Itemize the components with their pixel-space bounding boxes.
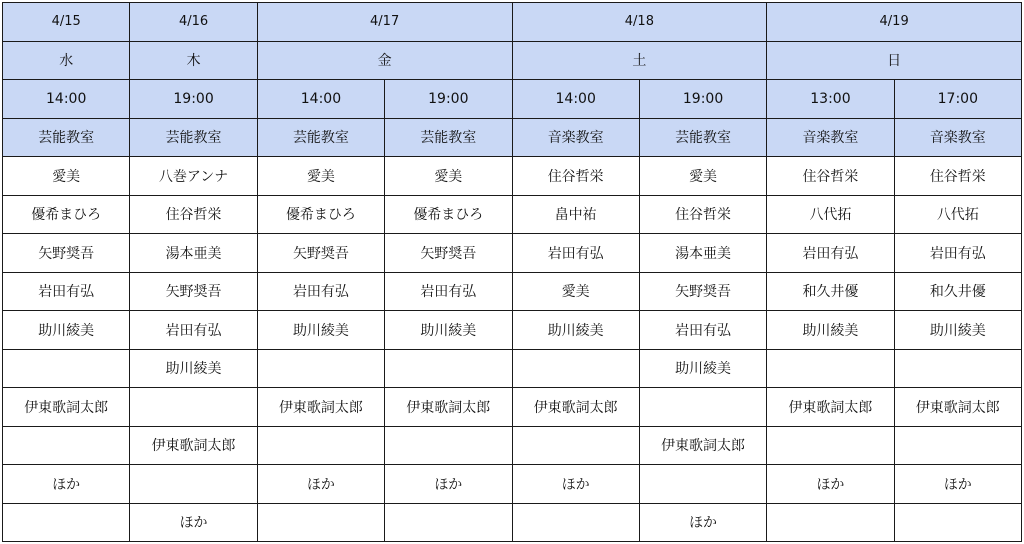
cast-cell: ほか — [130, 503, 257, 542]
cast-cell: 助川綾美 — [767, 311, 894, 350]
cast-cell — [3, 349, 130, 388]
cast-cell: 矢野奨吾 — [3, 234, 130, 273]
room-cell: 芸能教室 — [3, 118, 130, 157]
cast-cell — [130, 465, 257, 504]
time-cell: 14:00 — [257, 80, 384, 119]
cast-cell — [3, 426, 130, 465]
cast-cell: 助川綾美 — [3, 311, 130, 350]
cast-cell: 矢野奨吾 — [130, 272, 257, 311]
cast-cell: ほか — [257, 465, 384, 504]
cast-cell: 八代拓 — [894, 195, 1021, 234]
time-cell: 17:00 — [894, 80, 1021, 119]
room-cell: 芸能教室 — [385, 118, 512, 157]
cast-cell: 住谷哲栄 — [130, 195, 257, 234]
cast-cell: 愛美 — [3, 157, 130, 196]
cast-cell: ほか — [767, 465, 894, 504]
date-cell-0419: 4/19 — [767, 3, 1022, 42]
date-row — [3, 3, 1022, 42]
schedule-table — [2, 2, 1022, 542]
cast-row — [3, 195, 1022, 234]
cast-cell: 矢野奨吾 — [385, 234, 512, 273]
room-cell: 音楽教室 — [512, 118, 639, 157]
cast-cell: 愛美 — [385, 157, 512, 196]
cast-cell: 助川綾美 — [385, 311, 512, 350]
cast-cell: 愛美 — [257, 157, 384, 196]
cast-cell: 矢野奨吾 — [257, 234, 384, 273]
cast-cell: ほか — [3, 465, 130, 504]
cast-cell: 和久井優 — [894, 272, 1021, 311]
cast-cell: ほか — [385, 465, 512, 504]
cast-cell — [257, 426, 384, 465]
cast-cell: 優希まひろ — [3, 195, 130, 234]
cast-cell: 岩田有弘 — [639, 311, 766, 350]
cast-cell — [767, 503, 894, 542]
cast-cell — [512, 503, 639, 542]
time-cell: 19:00 — [639, 80, 766, 119]
cast-row — [3, 311, 1022, 350]
cast-cell: 岩田有弘 — [767, 234, 894, 273]
cast-cell: 愛美 — [639, 157, 766, 196]
cast-cell: 湯本亜美 — [639, 234, 766, 273]
cast-row — [3, 426, 1022, 465]
cast-cell — [894, 503, 1021, 542]
cast-cell: 伊東歌詞太郎 — [3, 388, 130, 427]
cast-cell: 和久井優 — [767, 272, 894, 311]
time-cell: 19:00 — [385, 80, 512, 119]
date-cell-0418: 4/18 — [512, 3, 767, 42]
cast-cell — [894, 349, 1021, 388]
room-row — [3, 118, 1022, 157]
cast-cell: ほか — [512, 465, 639, 504]
cast-cell: 住谷哲栄 — [767, 157, 894, 196]
cast-cell — [257, 349, 384, 388]
weekday-cell-wed: 水 — [3, 41, 130, 80]
cast-cell — [257, 503, 384, 542]
cast-cell: 岩田有弘 — [385, 272, 512, 311]
cast-cell: 助川綾美 — [257, 311, 384, 350]
cast-row — [3, 272, 1022, 311]
cast-cell: 岩田有弘 — [130, 311, 257, 350]
cast-cell — [767, 349, 894, 388]
cast-cell: 伊東歌詞太郎 — [767, 388, 894, 427]
cast-cell: 住谷哲栄 — [894, 157, 1021, 196]
cast-cell — [385, 503, 512, 542]
cast-cell: 伊東歌詞太郎 — [512, 388, 639, 427]
cast-row — [3, 465, 1022, 504]
cast-cell: 伊東歌詞太郎 — [130, 426, 257, 465]
cast-cell — [385, 349, 512, 388]
cast-cell: 優希まひろ — [257, 195, 384, 234]
cast-cell: ほか — [894, 465, 1021, 504]
cast-cell: 岩田有弘 — [894, 234, 1021, 273]
room-cell: 芸能教室 — [130, 118, 257, 157]
cast-cell — [512, 426, 639, 465]
cast-cell — [639, 465, 766, 504]
cast-cell — [767, 426, 894, 465]
cast-cell: 助川綾美 — [512, 311, 639, 350]
cast-cell: 畠中祐 — [512, 195, 639, 234]
room-cell: 音楽教室 — [767, 118, 894, 157]
date-cell-0416: 4/16 — [130, 3, 257, 42]
room-cell: 芸能教室 — [257, 118, 384, 157]
cast-cell: 愛美 — [512, 272, 639, 311]
time-cell: 19:00 — [130, 80, 257, 119]
weekday-cell-fri: 金 — [257, 41, 512, 80]
date-cell-0417: 4/17 — [257, 3, 512, 42]
cast-cell: 岩田有弘 — [3, 272, 130, 311]
time-cell: 14:00 — [512, 80, 639, 119]
cast-row — [3, 157, 1022, 196]
schedule-body — [3, 3, 1022, 542]
cast-cell: 岩田有弘 — [512, 234, 639, 273]
cast-cell: 湯本亜美 — [130, 234, 257, 273]
cast-row — [3, 503, 1022, 542]
weekday-cell-sun: 日 — [767, 41, 1022, 80]
weekday-row — [3, 41, 1022, 80]
cast-row — [3, 388, 1022, 427]
cast-cell — [130, 388, 257, 427]
cast-cell — [385, 426, 512, 465]
cast-cell: 優希まひろ — [385, 195, 512, 234]
cast-cell: 伊東歌詞太郎 — [257, 388, 384, 427]
cast-cell: 八代拓 — [767, 195, 894, 234]
cast-cell — [894, 426, 1021, 465]
cast-cell: 助川綾美 — [130, 349, 257, 388]
cast-cell: 住谷哲栄 — [639, 195, 766, 234]
time-cell: 14:00 — [3, 80, 130, 119]
cast-cell: 矢野奨吾 — [639, 272, 766, 311]
date-cell-0415: 4/15 — [3, 3, 130, 42]
cast-cell: 岩田有弘 — [257, 272, 384, 311]
weekday-cell-sat: 土 — [512, 41, 767, 80]
cast-cell: 伊東歌詞太郎 — [894, 388, 1021, 427]
cast-cell: 八巻アンナ — [130, 157, 257, 196]
cast-cell: ほか — [639, 503, 766, 542]
room-cell: 音楽教室 — [894, 118, 1021, 157]
weekday-cell-thu: 木 — [130, 41, 257, 80]
cast-cell — [639, 388, 766, 427]
cast-row — [3, 234, 1022, 273]
cast-cell: 助川綾美 — [894, 311, 1021, 350]
cast-cell: 伊東歌詞太郎 — [385, 388, 512, 427]
cast-cell: 住谷哲栄 — [512, 157, 639, 196]
time-row — [3, 80, 1022, 119]
cast-cell — [512, 349, 639, 388]
cast-row — [3, 349, 1022, 388]
cast-cell — [3, 503, 130, 542]
cast-cell: 助川綾美 — [639, 349, 766, 388]
time-cell: 13:00 — [767, 80, 894, 119]
cast-cell: 伊東歌詞太郎 — [639, 426, 766, 465]
room-cell: 芸能教室 — [639, 118, 766, 157]
